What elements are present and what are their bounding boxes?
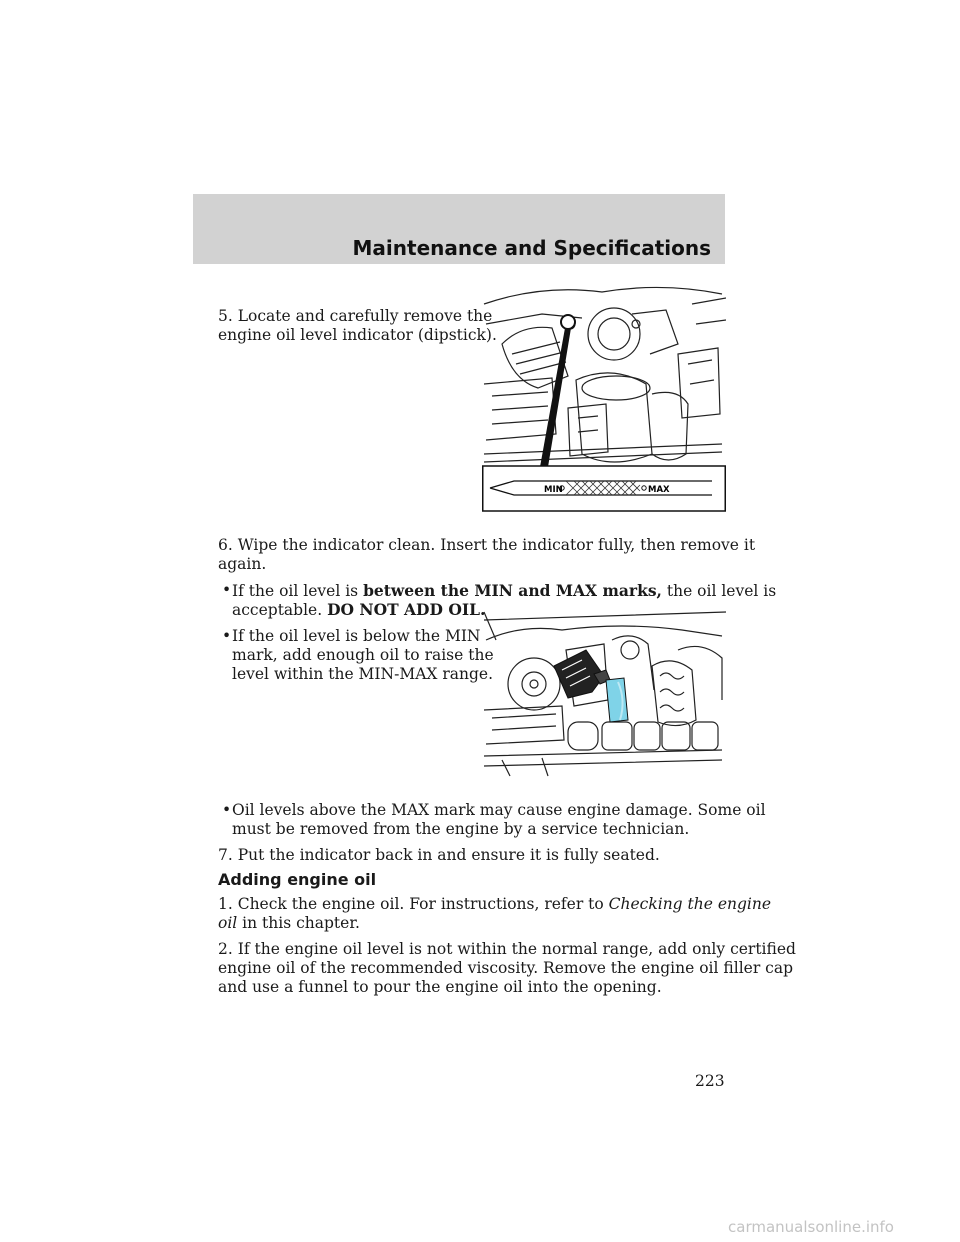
watermark: carmanualsonline.info [728,1218,894,1236]
bullet-1-line-2: acceptable. DO NOT ADD OIL. [232,600,486,619]
step-7: 7. Put the indicator back in and ensure it is fully seated. [218,846,660,864]
dipstick-location-illustration [482,284,726,512]
adding-oil-illustration [482,610,726,778]
step-5-line-1: 5. Locate and carefully remove the [218,307,493,325]
bullet-3-line-1: Oil levels above the MAX mark may cause engine damage. Some oil [232,801,766,819]
bullet-marker: • [222,581,232,599]
step-6-line-2: again. [218,555,267,573]
bullet-3-line-2: must be removed from the engine by a service technician. [232,820,690,838]
adding-step-2-line-2: engine oil of the recommended viscosity. Remove the engine oil filler cap [218,959,793,977]
bullet-1-line-1: If the oil level is between the MIN and MAX marks, the oil level is [232,581,777,600]
bullet-2-line-2: mark, add enough oil to raise the [232,646,494,664]
min-mark-label: MIN [544,485,563,495]
bullet-2-line-1: If the oil level is below the MIN [232,627,481,645]
step-5-line-2: engine oil level indicator (dipstick). [218,326,497,344]
adding-step-2-line-3: and use a funnel to pour the engine oil into the opening. [218,978,662,996]
section-header-band [193,194,725,264]
step-6-line-1: 6. Wipe the indicator clean. Insert the indicator fully, then remove it [218,536,756,554]
adding-step-1-line-1: 1. Check the engine oil. For instructions, refer to Checking the engine [218,895,772,913]
section-title: Maintenance and Specifications [352,236,711,260]
bullet-marker: • [222,627,232,645]
adding-step-2-line-1: 2. If the engine oil level is not within the normal range, add only certified [218,940,796,958]
adding-engine-oil-heading: Adding engine oil [218,870,377,889]
max-mark-label: MAX [648,485,670,495]
page-number: 223 [695,1072,725,1090]
bullet-2-line-3: level within the MIN-MAX range. [232,665,494,683]
bullet-marker: • [222,801,232,819]
adding-step-1-line-2: oil in this chapter. [218,914,360,932]
